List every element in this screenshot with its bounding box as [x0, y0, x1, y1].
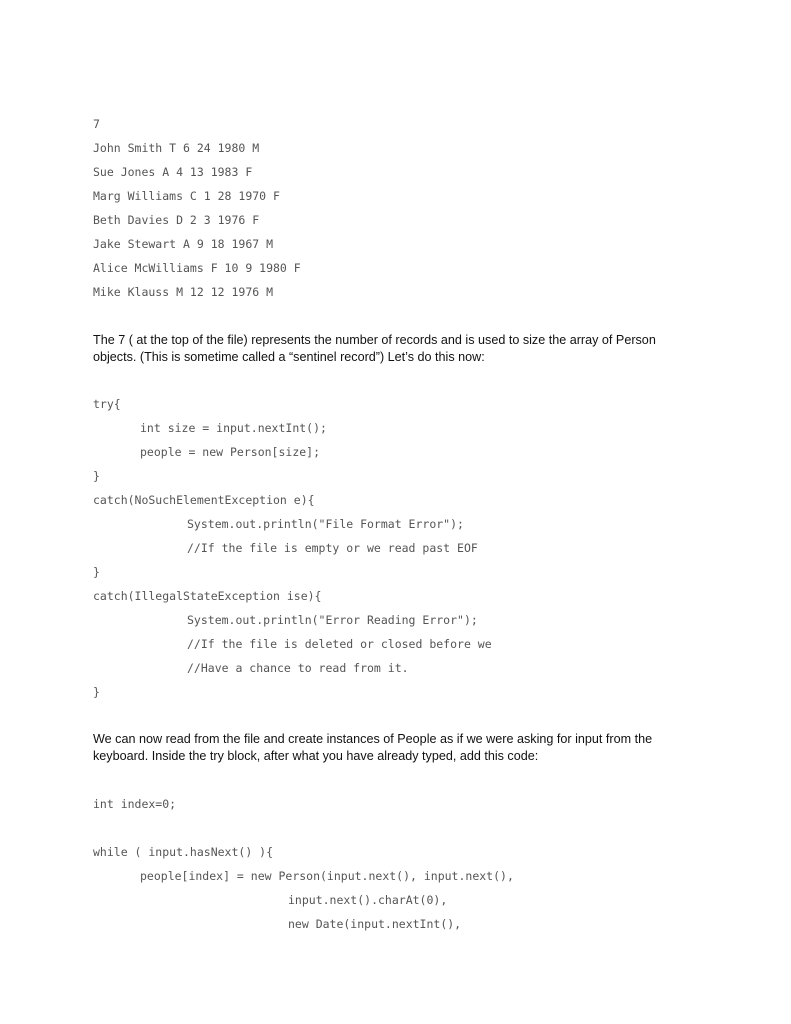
record-count: 7	[93, 117, 100, 131]
code-line: new Date(input.nextInt(),	[288, 917, 462, 931]
explanation-paragraph: The 7 ( at the top of the file) represents the number of records and is used to size the array of Person objects. (This is sometime called a “sentinel record”) Let’s do this now:	[93, 333, 656, 364]
code-line: catch(NoSuchElementException e){	[93, 493, 315, 507]
code-line: people = new Person[size];	[140, 445, 321, 459]
code-line: while ( input.hasNext() ){	[93, 845, 274, 859]
code-line: System.out.println("Error Reading Error");	[187, 613, 478, 627]
code-comment: //Have a chance to read from it.	[187, 661, 409, 675]
code-line: int size = input.nextInt();	[140, 421, 327, 435]
code-line: try{	[93, 397, 121, 411]
code-line: catch(IllegalStateException ise){	[93, 589, 322, 603]
code-line: int index=0;	[93, 797, 177, 811]
code-line: System.out.println("File Format Error");	[187, 517, 464, 531]
code-line: input.next().charAt(0),	[288, 893, 448, 907]
code-line: }	[93, 565, 100, 579]
record-line: Jake Stewart A 9 18 1967 M	[93, 237, 274, 251]
record-line: John Smith T 6 24 1980 M	[93, 141, 260, 155]
record-line: Beth Davies D 2 3 1976 F	[93, 213, 260, 227]
code-line: }	[93, 469, 100, 483]
record-line: Sue Jones A 4 13 1983 F	[93, 165, 253, 179]
code-line: people[index] = new Person(input.next(), input.next(),	[140, 869, 514, 883]
code-comment: //If the file is empty or we read past EOF	[187, 541, 478, 555]
record-line: Marg Williams C 1 28 1970 F	[93, 189, 280, 203]
instruction-paragraph: We can now read from the file and create instances of People as if we were asking for input from the keyboard. Inside the try block, after what you have already typed, add this code:	[93, 732, 653, 763]
record-line: Mike Klauss M 12 12 1976 M	[93, 285, 274, 299]
code-comment: //If the file is deleted or closed before we	[187, 637, 492, 651]
code-line: }	[93, 685, 100, 699]
record-line: Alice McWilliams F 10 9 1980 F	[93, 261, 301, 275]
